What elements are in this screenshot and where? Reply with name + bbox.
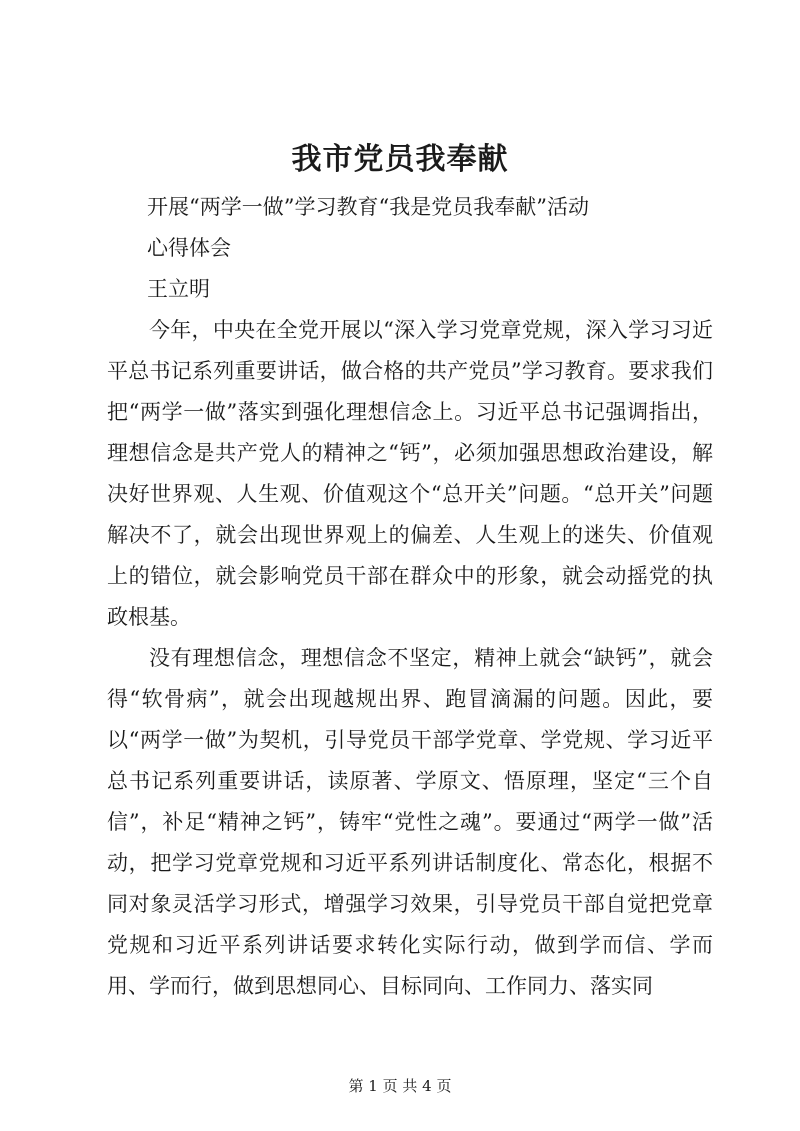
body-paragraph-1: 今年，中央在全党开展以“深入学习党章党规，深入学习习近平总书记系列重要讲话，做合格的共产党员”学习教育。要求我们把“两学一做”落实到强化理想信念上。习近平总书记强调指出，理想信念是共产党人的精神之“钙”，必须加强思想政治建设，解决好世界观、人生观、价值观这个“总开关”问题。“总开关”问题解决不了，就会出现世界观上的偏差、人生观上的迷失、价值观上的错位，就会影响党员干部在群众中的形象，就会动摇党的执政根基。 (107, 318, 713, 629)
document-subtitle: 开展“两学一做”学习教育“我是党员我奉献”活动 (147, 195, 589, 219)
document-title: 我市党员我奉献 (291, 142, 509, 177)
document-body (107, 310, 713, 1007)
body-paragraph-2: 没有理想信念，理想信念不坚定，精神上就会“缺钙”，就会得“软骨病”，就会出现越规出界、跑冒滴漏的问题。因此，要以“两学一做”为契机，引导党员干部学党章、学党规、学习近平总书记系列重要讲话，读原著、学原文、悟原理，坚定“三个自信”，补足“精神之钙”，铸牢“党性之魂”。要通过“两学一做”活动，把学习党章党规和习近平系列讲话制度化、常态化，根据不同对象灵活学习形式，增强学习效果，引导党员干部自觉把党章党规和习近平系列讲话要求转化实际行动，做到学而信、学而用、学而行，做到思想同心、目标同向、工作同力、落实同 (107, 646, 713, 998)
document-subtitle-continued: 心得体会 (147, 236, 231, 260)
page-indicator: 第 1 页 共 4 页 (348, 1077, 452, 1095)
author-name: 王立明 (147, 277, 210, 301)
